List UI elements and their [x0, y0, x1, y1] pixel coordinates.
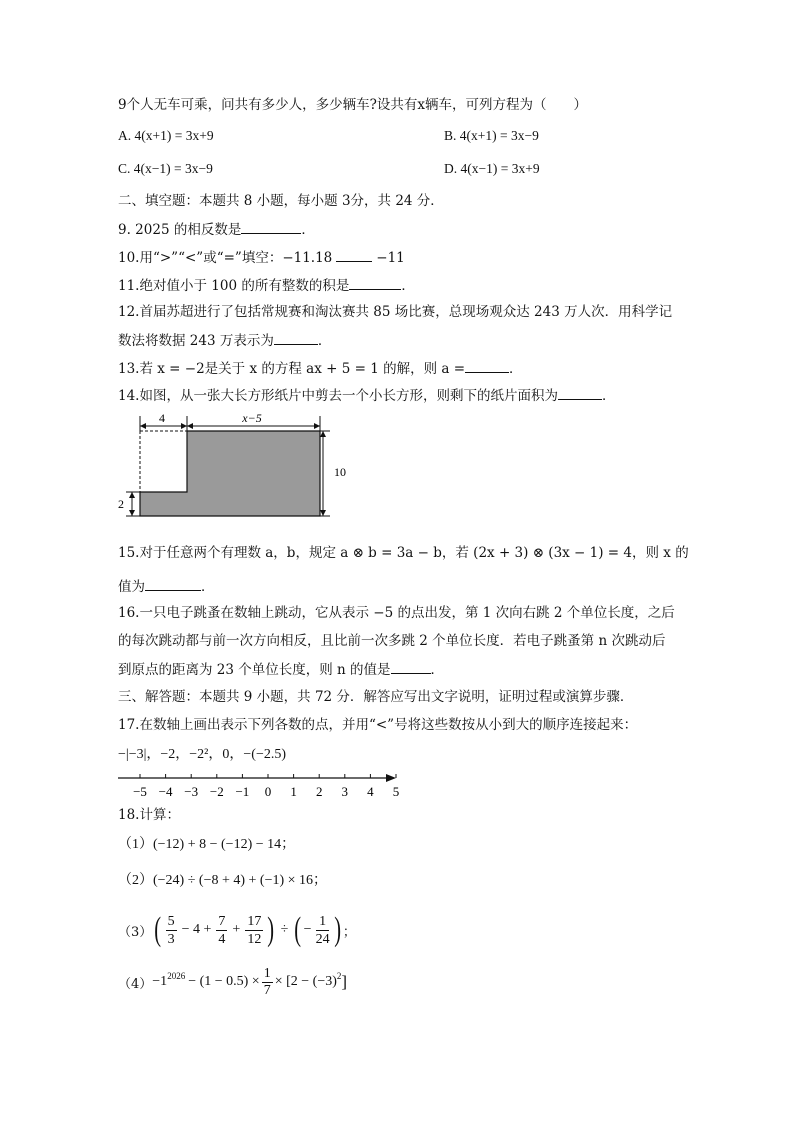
- term: × [2 − (−3): [274, 974, 337, 989]
- exponent: 2: [336, 971, 342, 981]
- answer-blank[interactable]: [145, 577, 201, 591]
- tick-label: 5: [392, 784, 400, 799]
- question-15-text: 值为: [118, 579, 145, 595]
- tick-label: −3: [184, 784, 199, 799]
- question-14-text: 14.如图，从一张大长方形纸片中剪去一个小长方形，则剩下的纸片面积为: [118, 388, 558, 404]
- question-9-text: 9. 2025 的相反数是: [118, 222, 242, 238]
- tick-label: −5: [133, 784, 147, 799]
- denominator: 3: [167, 931, 175, 947]
- tick-label: −2: [209, 784, 224, 799]
- question-17-numbers: −|−3|，−2，−2²，0，−(−2.5): [118, 747, 286, 762]
- answer-blank[interactable]: [558, 386, 602, 400]
- fraction: [316, 913, 330, 948]
- question-18: 18.计算：: [118, 807, 180, 823]
- question-15-line-1: 15.对于任意两个有理数 a，b，规定 a ⊗ b = 3a − b，若 (2x + 3) ⊗ (3x − 1) = 4，则 x 的: [118, 545, 689, 561]
- question-10-tail: −11: [376, 250, 405, 266]
- problem-18-3: [118, 906, 356, 954]
- answer-blank[interactable]: [465, 359, 509, 373]
- problem-18-2: [118, 872, 327, 890]
- tick-label: 2: [315, 784, 323, 799]
- tick-label: 0: [264, 784, 272, 799]
- problem-expression: (−24) ÷ (−8 + 4) + (−1) × 16；: [153, 873, 328, 888]
- answer-blank[interactable]: [274, 331, 318, 345]
- problem-label: （1）: [118, 837, 153, 852]
- left-paren: (: [154, 911, 162, 948]
- question-14: 14.如图，从一张大长方形纸片中剪去一个小长方形，则剩下的纸片面积为 ．: [118, 388, 616, 404]
- numerator: 7: [218, 913, 226, 929]
- tick-label: 3: [341, 784, 349, 799]
- problem-expression: (−12) + 8 − (−12) − 14；: [153, 837, 296, 852]
- question-13-text: 13.若 x = −2是关于 x 的方程 ax + 5 = 1 的解，则 a =: [118, 361, 466, 377]
- question-16-line-1: 16.一只电子跳蚤在数轴上跳动，它从表示 −5 的点出发，第 1 次向右跳 2 个单位长度，之后: [118, 605, 675, 621]
- option-d[interactable]: D. 4(x−1) = 3x+9: [444, 161, 540, 176]
- question-12-line-1: 12.首届苏超进行了包括常规赛和淘汰赛共 85 场比赛，总现场观众达 243 万人次．用科学记: [118, 304, 673, 320]
- operator: − 4 +: [181, 922, 212, 937]
- right-paren: ): [267, 911, 275, 948]
- fraction: [166, 913, 177, 948]
- question-16-text: 到原点的距离为 23 个单位长度，则 n 的值是: [118, 662, 391, 678]
- problem-18-1: [118, 836, 295, 854]
- problem-label: （3）: [118, 924, 153, 940]
- minus-sign: −: [303, 922, 312, 937]
- option-b[interactable]: B. 4(x+1) = 3x−9: [444, 128, 539, 143]
- left-paren: (: [294, 911, 302, 948]
- label-2: 2: [118, 497, 124, 511]
- question-12-text: 数法将数据 243 万表示为: [118, 333, 274, 349]
- question-16-line-2: 的每次跳动都与前一次方向相反，且比前一次多跳 2 个单位长度．若电子跳蚤第 n 次跳动后: [118, 633, 666, 649]
- denominator: 7: [263, 982, 271, 998]
- problem-label: （4）: [118, 976, 153, 992]
- question-13: 13.若 x = −2是关于 x 的方程 ax + 5 = 1 的解，则 a = ．: [118, 361, 523, 377]
- tick-label: −1: [235, 784, 250, 799]
- label-10: 10: [334, 465, 346, 479]
- denominator: 24: [315, 931, 330, 947]
- exponent: 2026: [167, 971, 186, 981]
- term: −1: [152, 974, 168, 989]
- question-16-line-3: 到原点的距离为 23 个单位长度，则 n 的值是 ．: [118, 662, 445, 678]
- denominator: 12: [247, 931, 262, 947]
- numerator: 17: [247, 913, 262, 929]
- operator: ÷: [280, 922, 289, 937]
- option-c[interactable]: C. 4(x−1) = 3x−9: [118, 161, 213, 176]
- question-8-stem: 9个人无车可乘，问共有多少人，多少辆车?设共有x辆车，可列方程为（ ）: [118, 97, 587, 113]
- label-x-minus-5: x−5: [242, 411, 262, 425]
- tick-label: −4: [158, 784, 173, 799]
- answer-blank[interactable]: [336, 248, 372, 262]
- numerator: 1: [316, 913, 329, 931]
- term: − (1 − 0.5) ×: [188, 974, 260, 989]
- problem-label: （2）: [118, 873, 153, 888]
- shaded-region: [140, 431, 320, 516]
- fraction: [262, 966, 273, 999]
- answer-blank[interactable]: [391, 660, 431, 674]
- arrow-icon: [386, 774, 396, 782]
- fraction: [216, 913, 227, 948]
- answer-blank[interactable]: [349, 276, 401, 290]
- question-15-line-2: 值为 ．: [118, 579, 215, 595]
- question-12-line-2: 数法将数据 243 万表示为 ．: [118, 333, 332, 349]
- terminator: ；: [342, 924, 356, 940]
- option-a[interactable]: A. 4(x+1) = 3x+9: [118, 128, 214, 143]
- number-line: [112, 768, 412, 802]
- section-2-header: 二、填空题：本题共 8 小题，每小题 3分，共 24 分．: [118, 193, 444, 209]
- term: ]: [341, 972, 348, 991]
- section-3-header: 三、解答题：本题共 9 小题，共 72 分．解答应写出文字说明，证明过程或演算步骤．: [118, 689, 634, 705]
- tick-label: 4: [367, 784, 374, 799]
- right-paren: ): [333, 911, 341, 948]
- problem-18-4: [118, 962, 347, 1002]
- question-10-text: 10.用“>”“<”或“=”填空：−11.18: [118, 250, 333, 266]
- denominator: 4: [218, 931, 226, 947]
- operator: +: [232, 922, 241, 937]
- rectangle-figure: [112, 410, 352, 534]
- question-11: 11.绝对值小于 100 的所有整数的积是 ．: [118, 278, 415, 294]
- question-10: [118, 248, 405, 267]
- answer-blank[interactable]: [241, 220, 301, 234]
- fraction: [245, 913, 263, 948]
- label-4: 4: [159, 411, 165, 425]
- question-9: 9. 2025 的相反数是 ．: [118, 222, 315, 238]
- numerator: 1: [263, 965, 271, 981]
- question-17: 17.在数轴上画出表示下列各数的点，并用“<”号将这些数按从小到大的顺序连接起来：: [118, 717, 638, 733]
- question-11-text: 11.绝对值小于 100 的所有整数的积是: [118, 278, 350, 294]
- numerator: 5: [167, 913, 175, 929]
- tick-label: 1: [290, 784, 297, 799]
